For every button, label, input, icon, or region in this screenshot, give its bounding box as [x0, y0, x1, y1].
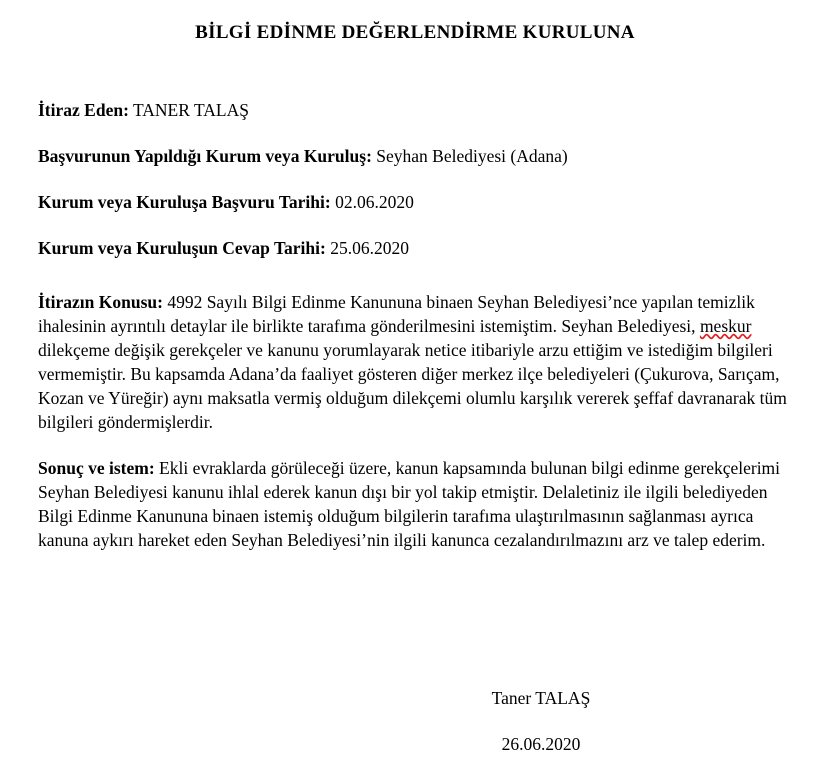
- page-title: BİLGİ EDİNME DEĞERLENDİRME KURULUNA: [195, 22, 635, 43]
- field-row-itiraz-eden: [38, 98, 792, 122]
- paragraph-text-after-misspelling: dilekçeme değişik gerekçeler ve kanunu yorumlayarak netice itibariyle arzu ettiğim ve istediğim bilgileri vermemiştir. Bu kapsamda Adana’da faaliyet gösteren diğer merkez ilçe belediyeleri (Çukurova, Sarıçam, Kozan ve Yüreğir) aynı maksatla vermiş olduğum dilekçemi olumlu karşılık vererek şeffaf davranarak tüm bilgileri göndermişlerdir.: [38, 340, 787, 432]
- field-label-cevap-tarihi: Kurum veya Kuruluşun Cevap Tarihi:: [38, 238, 326, 258]
- field-value-basvuru-tarihi: 02.06.2020: [335, 192, 414, 212]
- paragraph-text-before-misspelling: 4992 Sayılı Bilgi Edinme Kanununa binaen Seyhan Belediyesi’nce yapılan temizlik ihalesinin ayrıntılı detaylar ile birlikte tarafıma gönderilmesini istemiştim. Seyhan Belediyesi,: [38, 292, 755, 336]
- misspelled-word: meskur: [699, 316, 752, 336]
- field-value-cevap-tarihi: 25.06.2020: [330, 238, 409, 258]
- field-label-basvurulan-kurum: Başvurunun Yapıldığı Kurum veya Kuruluş:: [38, 146, 372, 166]
- signature-date: 26.06.2020: [501, 734, 581, 754]
- paragraph-label-itirazin-konusu: İtirazın Konusu:: [38, 292, 163, 312]
- field-label-basvuru-tarihi: Kurum veya Kuruluşa Başvuru Tarihi:: [38, 192, 331, 212]
- field-row-basvuru-tarihi: [38, 190, 792, 214]
- paragraph-label-sonuc-ve-istem: Sonuç ve istem:: [38, 458, 155, 478]
- signature-block: [0, 686, 830, 756]
- document-body: [0, 290, 830, 552]
- field-row-basvurulan-kurum: [38, 144, 792, 168]
- signature-name: Taner TALAŞ: [491, 688, 591, 708]
- paragraph-itirazin-konusu: [38, 290, 792, 434]
- field-label-itiraz-eden: İtiraz Eden:: [38, 100, 129, 120]
- field-value-basvurulan-kurum: Seyhan Belediyesi (Adana): [376, 146, 568, 166]
- paragraph-text-sonuc-ve-istem: Ekli evraklarda görüleceği üzere, kanun kapsamında bulunan bilgi edinme gerekçelerimi Seyhan Belediyesi kanunu ihlal ederek kanun dışı bir yol takip etmiştir. Delaletiniz ile ilgili belediyeden Bilgi Edinme Kanununa binaen istemiş olduğum bilgilerin tarafıma ulaştırılmasının sağlanması ayrıca kanuna aykırı hareket eden Seyhan Belediyesi’nin ilgili kanunca cezalandırılmazını arz ve talep ederim.: [38, 458, 781, 550]
- field-row-cevap-tarihi: [38, 236, 792, 260]
- field-value-itiraz-eden: TANER TALAŞ: [132, 100, 249, 120]
- paragraph-sonuc-ve-istem: [38, 456, 792, 552]
- metadata-fields: [0, 98, 830, 260]
